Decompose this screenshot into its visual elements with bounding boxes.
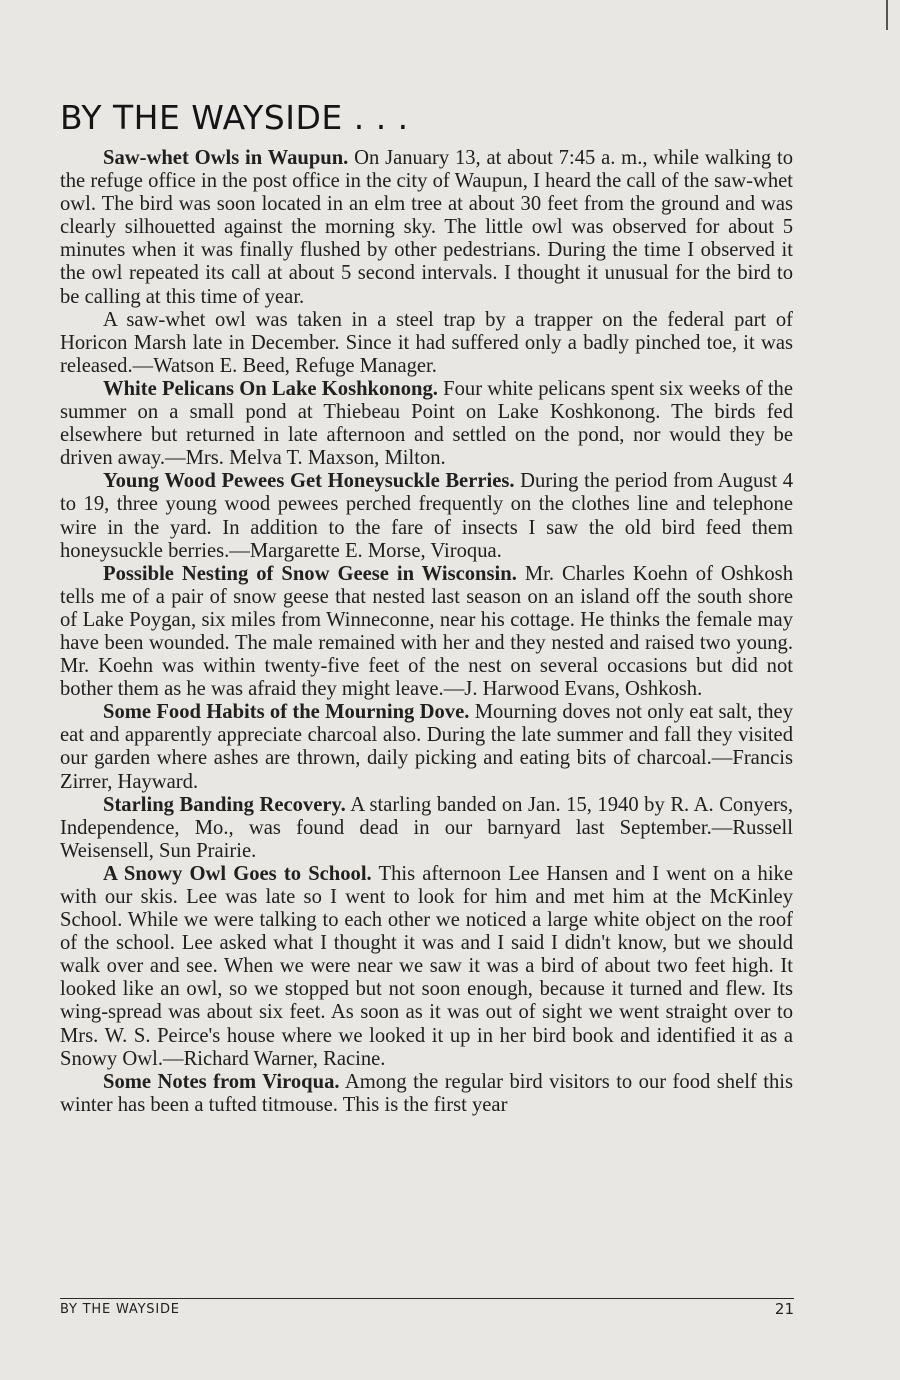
paragraph-text: This afternoon Lee Hansen and I went on a hike with our skis. Lee was late so I went to look for him and met him at the McKinley School. While we were talking to each other we noticed a large white object on the roof of the school. Lee asked what I thought it was and I said I didn't know, but we should walk over and see. When we were near we saw it was a bird of about two feet high. It looked like an owl, so we stopped but not soon enough, because it turned and flew. Its wing-spread was about six feet. As soon as it was out of sight we went straight over to Mrs. W. S. Peirce's house where we looked it up in her bird book and identified it as a Snowy Owl.—Richard Warner, Racine. — [60, 862, 793, 1070]
paragraph-heading: A Snowy Owl Goes to School. — [103, 862, 372, 885]
paragraph — [60, 794, 793, 863]
running-footer: BY THE WAYSIDE — [60, 1302, 180, 1317]
page-title: BY THE WAYSIDE . . . — [60, 98, 409, 137]
paragraph — [60, 147, 793, 309]
paragraph-text: Mr. Charles Koehn of Oshkosh tells me of a pair of snow geese that nested last season on an island off the south shore of Lake Poygan, six miles from Winneconne, near his cottage. He thinks the female may have been wounded. The male remained with her and they nested and raised two young. Mr. Koehn was within twenty-five feet of the nest on several occasions but did not bother them as he was afraid they might leave.—J. Harwood Evans, Oshkosh. — [60, 562, 793, 701]
paragraph — [60, 309, 793, 378]
paragraph-text: A starling banded on Jan. 15, 1940 by R. A. Conyers, Independence, Mo., was found dead in our barnyard last September.—Russell Weisensell, Sun Prairie. — [60, 793, 793, 862]
paragraph-text: Mourning doves not only eat salt, they eat and apparently appreciate charcoal also. During the late summer and fall they visited our garden where ashes are thrown, daily picking and eating bits of charcoal.—Francis Zirrer, Hayward. — [60, 701, 793, 793]
paragraph-heading: Some Notes from Viroqua. — [103, 1070, 340, 1093]
paragraph-heading: Possible Nesting of Snow Geese in Wisconsin. — [103, 562, 517, 585]
page-number: 21 — [774, 1300, 794, 1318]
footer-rule — [60, 1298, 794, 1299]
paragraph — [60, 863, 793, 1071]
paragraph-text: On January 13, at about 7:45 a. m., while walking to the refuge office in the post office in the city of Waupun, I heard the call of the saw-whet owl. The bird was soon located in an elm tree at about 30 feet from the ground and was clearly silhouetted against the morning sky. The little owl was observed for about 5 minutes when it was finally flushed by other pedestrians. During the time I observed it the owl repeated its call at about 5 second intervals. I thought it unusual for the bird to be calling at this time of year. — [60, 147, 793, 308]
page-edge-mark — [886, 0, 888, 30]
paragraph-heading: Some Food Habits of the Mourning Dove. — [103, 701, 470, 724]
paragraph-text: During the period from August 4 to 19, three young wood pewees perched frequently on the clothes line and telephone wire in the yard. In addition to the fare of insects I saw the old bird feed them honeysuckle berries.—Margarette E. Morse, Viroqua. — [60, 470, 793, 562]
paragraph — [60, 701, 793, 793]
paragraph-heading: Starling Banding Recovery. — [103, 793, 346, 816]
paragraph-heading: Young Wood Pewees Get Honeysuckle Berries. — [103, 470, 515, 493]
paragraph — [60, 563, 793, 702]
paragraph-text: Among the regular bird visitors to our food shelf this winter has been a tufted titmouse. This is the first year — [60, 1070, 793, 1116]
paragraph-heading: White Pelicans On Lake Koshkonong. — [103, 377, 438, 400]
paragraph — [60, 378, 793, 470]
paragraph-text: A saw-whet owl was taken in a steel trap by a trapper on the federal part of Horicon Marsh late in December. Since it had suffered only a badly pinched toe, it was released.—Watson E. Beed, Refuge Manager. — [60, 308, 793, 377]
paragraph — [60, 470, 793, 562]
paragraph-text: Four white pelicans spent six weeks of the summer on a small pond at Thiebeau Point on Lake Koshkonong. The birds fed elsewhere but returned in late afternoon and settled on the pond, nor would they be driven away.—Mrs. Melva T. Maxson, Milton. — [60, 377, 793, 470]
article-body — [60, 147, 793, 1117]
paragraph-heading: Saw-whet Owls in Waupun. — [103, 147, 349, 169]
paragraph — [60, 1071, 793, 1117]
